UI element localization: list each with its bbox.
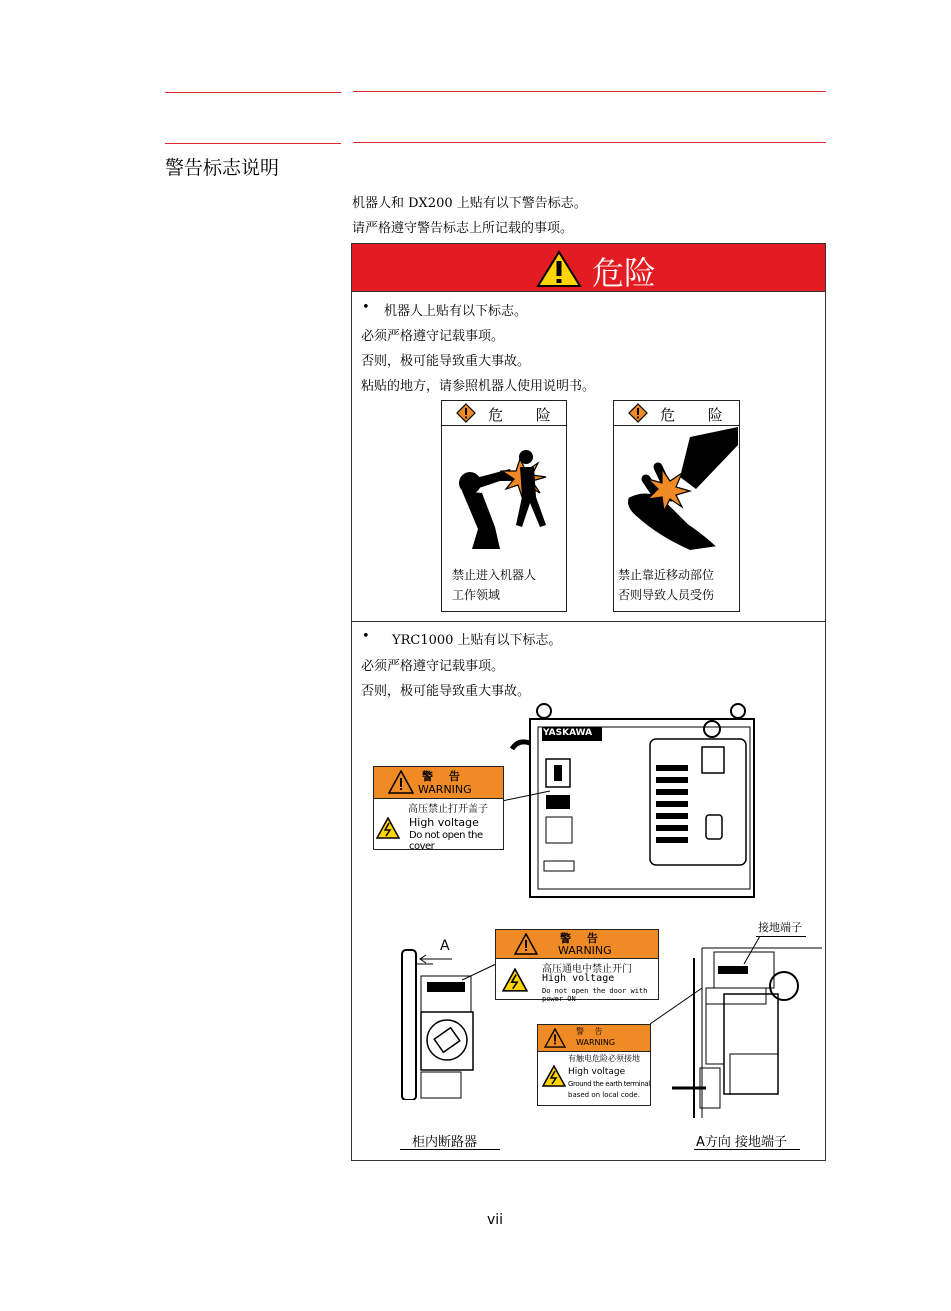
warning-label-door-header — [496, 930, 658, 959]
leader-line-2 — [462, 962, 498, 982]
warn1-cn-head: 警 告 — [422, 770, 466, 783]
danger-diamond-icon — [628, 403, 648, 423]
moving-label-header — [614, 401, 739, 426]
robot-label-moving-parts — [613, 400, 740, 612]
warn1-en1: High voltage — [409, 816, 479, 829]
leader-line-ground — [742, 936, 762, 966]
robot-label-caption-2: 工作领域 — [452, 588, 501, 602]
warn3-cn-text: 有触电危险必须接地 — [568, 1054, 640, 1063]
robot-label-no-entry — [441, 400, 567, 612]
warn1-en-head: WARNING — [418, 783, 472, 796]
moving-label-header-text: 危 险 — [660, 406, 737, 424]
robot-label-caption — [452, 565, 536, 605]
warn2-cn-head: 警 告 — [560, 932, 604, 945]
warn2-cn-text: 高压通电中禁止开门 — [542, 964, 632, 975]
arrow-label-a: A — [440, 938, 450, 954]
warn2-en-head: WARNING — [558, 944, 612, 957]
robot-item: 机器人上贴有以下标志。 — [384, 304, 528, 319]
danger-title: 危险 — [592, 254, 657, 292]
robot-line-3: 粘贴的地方，请参照机器人使用说明书。 — [361, 379, 596, 394]
header-rule-right-top — [353, 91, 826, 92]
warn1-en2: Do not open the cover — [409, 830, 483, 852]
robot-collision-pictogram — [450, 431, 560, 551]
danger-diamond-icon — [456, 403, 476, 423]
header-rule-left-top — [165, 92, 341, 93]
page-number: vii — [487, 1212, 504, 1228]
header-rule-left-bottom — [165, 143, 341, 144]
warning-label-door — [495, 929, 659, 1003]
leader-line-1 — [502, 789, 552, 803]
ground-terminal-label: 接地端子 — [758, 921, 802, 934]
warning-label-ground-header — [538, 1025, 650, 1052]
header-rule-right-bottom — [353, 142, 826, 143]
warning-label-cover — [373, 766, 504, 850]
section-title: 警告标志说明 — [165, 157, 280, 179]
warning-triangle-icon — [388, 770, 414, 794]
robot-label-caption-1: 禁止进入机器人 — [452, 568, 537, 582]
caption-ground: A方向 接地端子 — [696, 1135, 788, 1150]
caption-breaker-underline — [400, 1149, 500, 1150]
warn3-en2: Ground the earth terminal — [568, 1080, 650, 1088]
robot-bullet: • — [362, 300, 370, 315]
moving-label-caption-1: 禁止靠近移动部位 — [618, 568, 715, 582]
danger-header-bar — [352, 244, 825, 292]
warn2-en2: Do not open the door with power ON — [542, 987, 648, 1003]
warn3-en1: High voltage — [568, 1067, 626, 1077]
controller-bullet: • — [362, 629, 370, 644]
warn3-cn-head: 警 告 — [576, 1027, 607, 1036]
warning-label-cover-header — [374, 767, 503, 799]
controller-line-2: 否则，极可能导致重大事故。 — [361, 684, 531, 699]
warn1-cn-text: 高压禁止打开盖子 — [408, 804, 488, 815]
electric-hazard-icon — [502, 968, 528, 992]
robot-label-header — [442, 401, 566, 426]
moving-label-caption — [618, 565, 714, 605]
robot-label-header-text: 危 险 — [488, 406, 565, 424]
danger-box — [351, 243, 826, 1161]
warn3-en3: based on local code. — [568, 1091, 640, 1099]
robot-line-2: 否则，极可能导致重大事故。 — [361, 354, 531, 369]
hand-crush-pictogram — [618, 427, 738, 552]
cabinet-brand: YASKAWA — [543, 728, 593, 738]
arrow-a-icon — [418, 953, 454, 965]
electric-hazard-icon — [376, 817, 400, 839]
controller-item: YRC1000 上贴有以下标志。 — [392, 633, 562, 648]
ground-terminal-drawing — [672, 944, 822, 1124]
warning-triangle-icon — [514, 933, 538, 955]
warning-triangle-icon — [536, 250, 582, 288]
controller-line-1: 必须严格遵守记载事项。 — [361, 659, 505, 674]
leader-line-3 — [650, 986, 704, 1026]
moving-label-caption-2: 否则导致人员受伤 — [618, 588, 715, 602]
warning-triangle-icon — [544, 1028, 566, 1048]
intro-line-1: 机器人和 DX200 上贴有以下警告标志。 — [352, 196, 587, 211]
robot-line-1: 必须严格遵守记载事项。 — [361, 329, 505, 344]
caption-breaker: 柜内断路器 — [412, 1135, 478, 1150]
section-divider — [352, 621, 825, 622]
warn3-en-head: WARNING — [576, 1038, 616, 1047]
ground-label-underline — [756, 936, 806, 937]
warn2-en1: High voltage — [542, 973, 615, 984]
intro-line-2: 请严格遵守警告标志上所记载的事项。 — [352, 221, 574, 236]
caption-ground-underline — [694, 1149, 800, 1150]
warning-label-ground — [537, 1024, 651, 1106]
electric-hazard-icon — [542, 1065, 566, 1087]
